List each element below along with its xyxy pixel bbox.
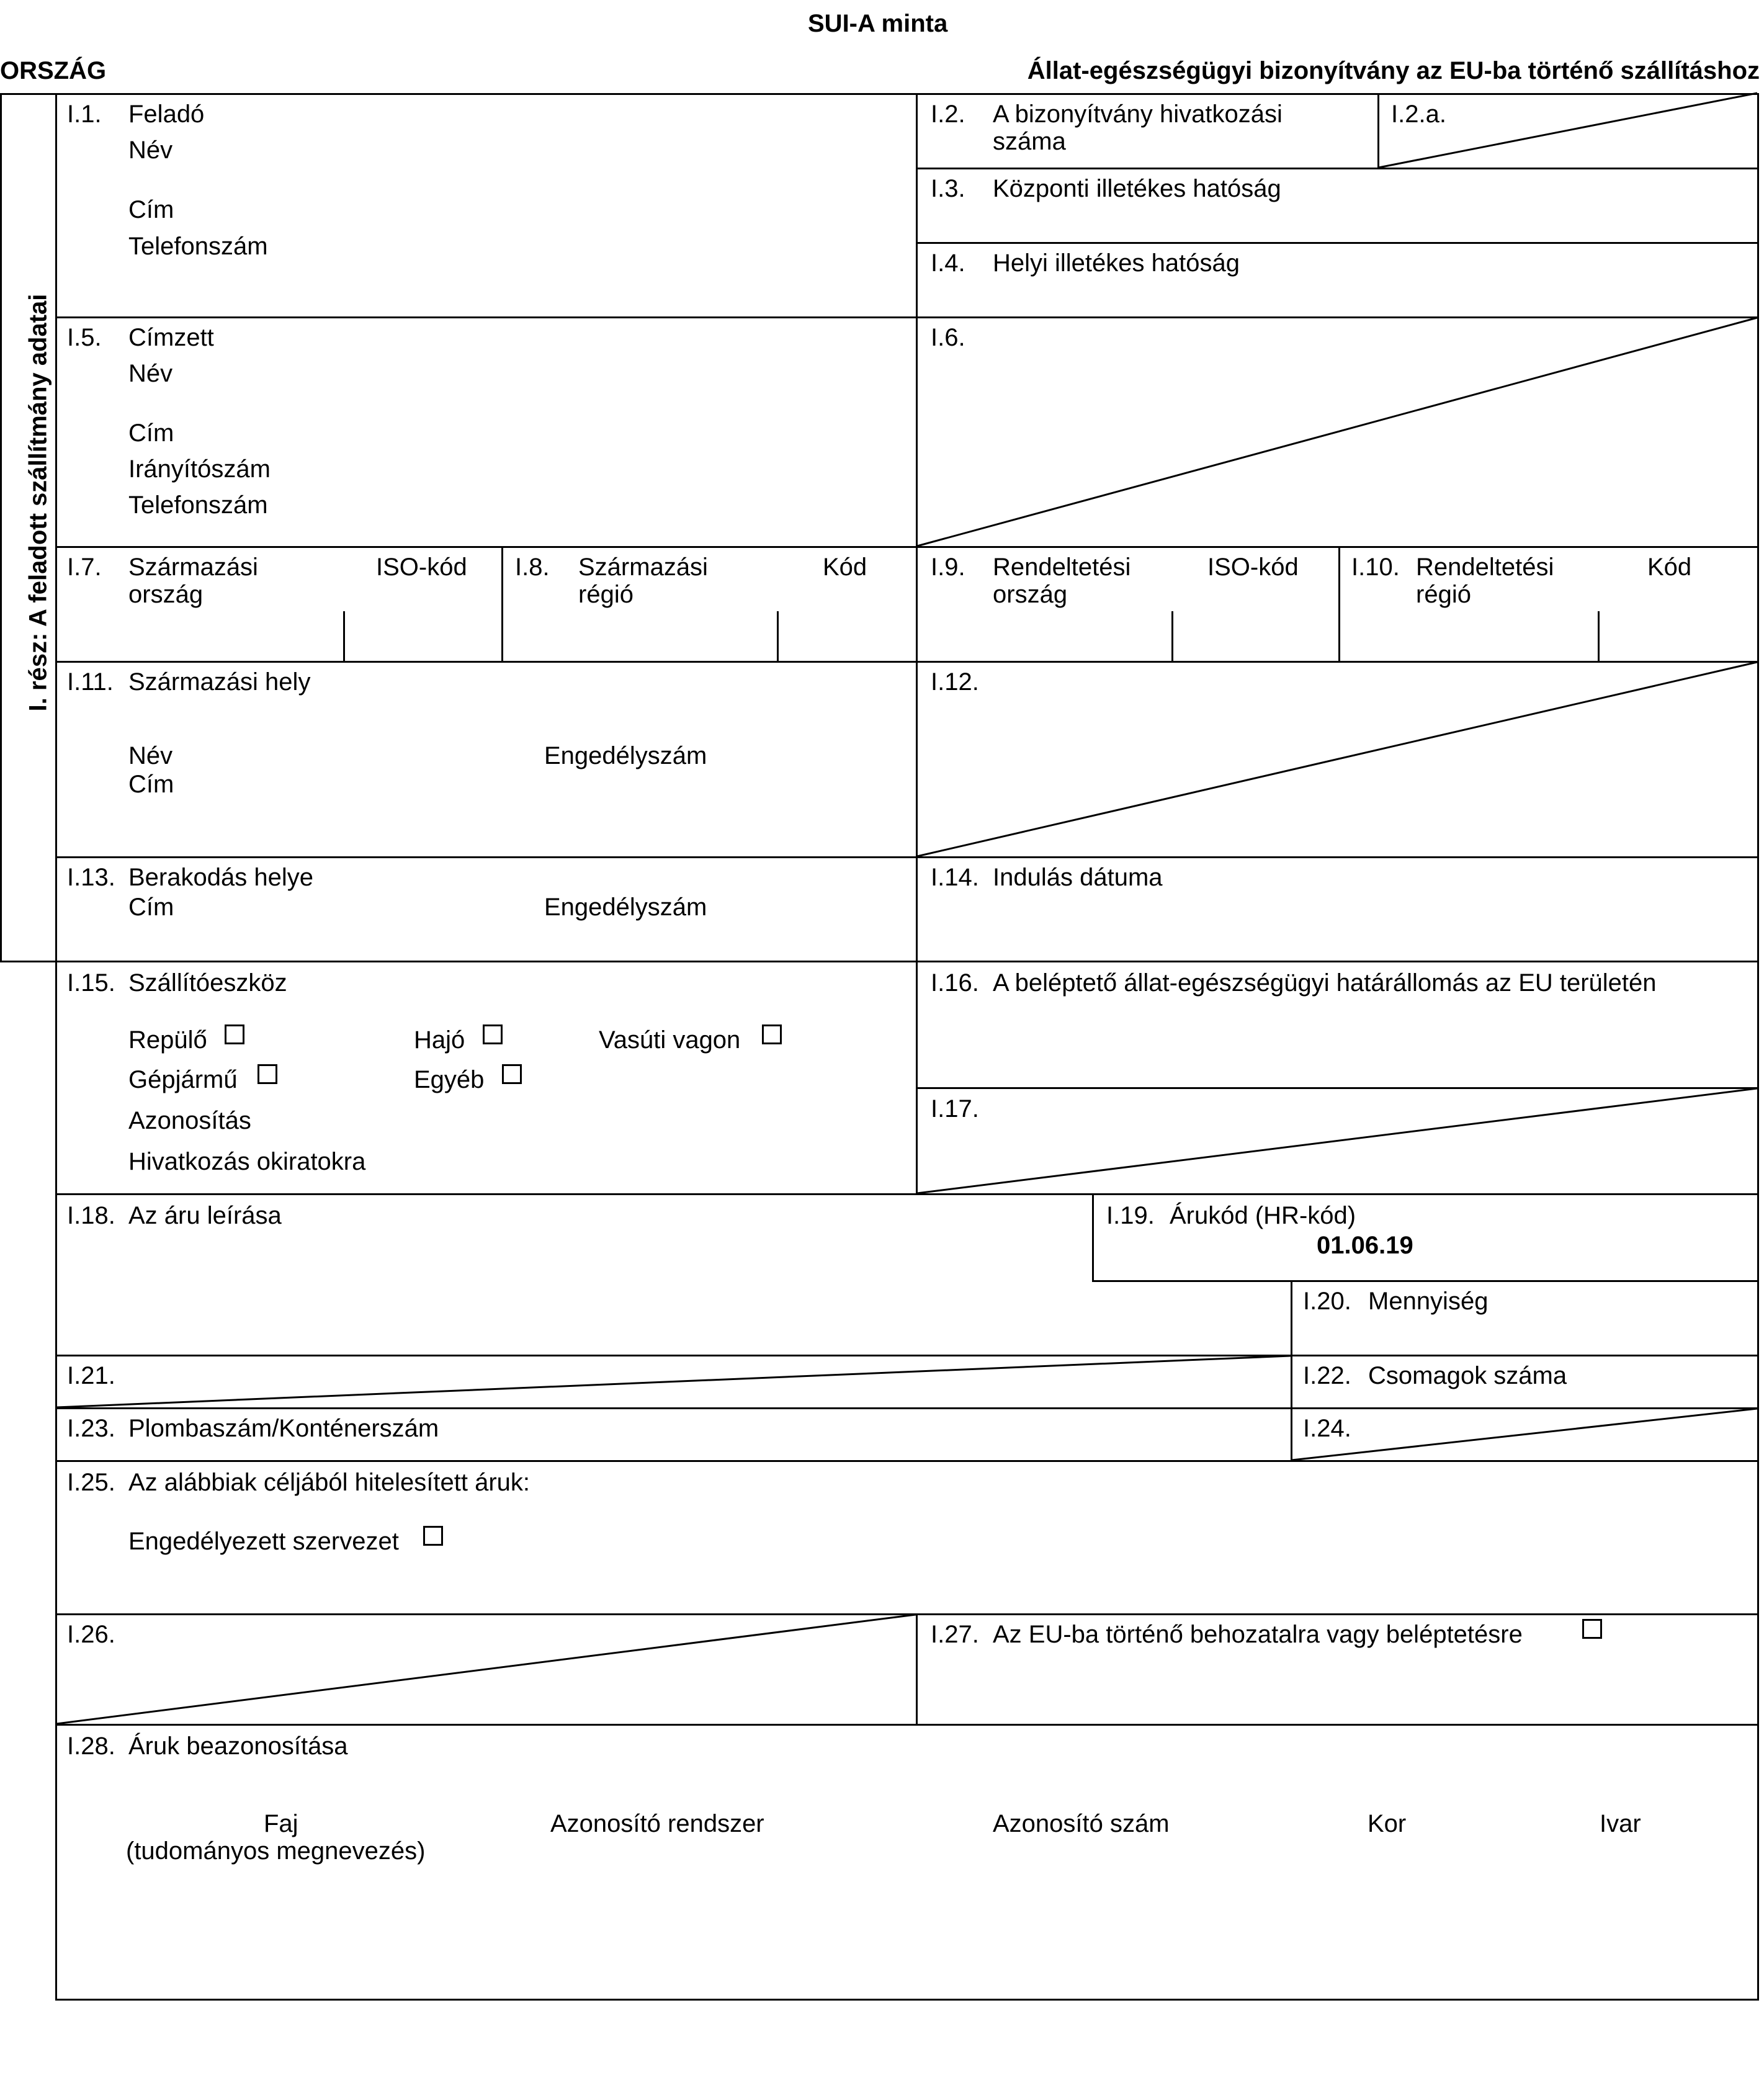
i9-code-label: ISO-kód <box>1207 554 1299 581</box>
i6-number: I.6. <box>931 324 965 351</box>
i8-code-label: Kód <box>823 554 867 581</box>
i16-number: I.16. <box>931 969 979 997</box>
i28-col-sex: Ivar <box>1600 1810 1641 1837</box>
i15-documents-field[interactable]: Hivatkozás okiratokra <box>128 1148 366 1175</box>
i5-number: I.5. <box>67 324 102 351</box>
strike-i21 <box>56 1356 1291 1407</box>
i5-address-field[interactable]: Cím <box>128 419 174 447</box>
i18-number: I.18. <box>67 1202 115 1229</box>
i14-title[interactable]: Indulás dátuma <box>993 864 1163 891</box>
i10-code-label: Kód <box>1647 554 1692 581</box>
i19-number: I.19. <box>1106 1202 1155 1229</box>
section-label: I. rész: A feladott szállítmány adatai <box>24 294 52 712</box>
i28-col-species: Faj <box>264 1810 298 1837</box>
strike-i17 <box>917 1088 1757 1193</box>
i14-number: I.14. <box>931 864 979 891</box>
i10-number: I.10. <box>1351 554 1400 581</box>
i5-phone-field[interactable]: Telefonszám <box>128 491 268 519</box>
i15-plane-checkbox[interactable] <box>225 1024 244 1044</box>
i11-approval-field[interactable]: Engedélyszám <box>544 742 707 769</box>
i12-number: I.12. <box>931 668 979 696</box>
strike-i24 <box>1292 1409 1757 1460</box>
i17-number: I.17. <box>931 1095 979 1123</box>
i8-title-line2: régió <box>578 581 634 608</box>
i9-title-line2: ország <box>993 581 1068 608</box>
strike-i6 <box>917 318 1757 546</box>
i3-number: I.3. <box>931 175 965 202</box>
i27-number: I.27. <box>931 1621 979 1648</box>
i5-title: Címzett <box>128 324 214 351</box>
form-title: SUI-A minta <box>808 10 948 37</box>
i2-title-line2: száma <box>993 128 1066 155</box>
i10-title-line1: Rendeltetési <box>1416 554 1554 581</box>
i8-number: I.8. <box>515 554 550 581</box>
i5-postcode-field[interactable]: Irányítószám <box>128 455 271 483</box>
i15-number: I.15. <box>67 969 115 997</box>
i27-title: Az EU-ba történő behozatalra vagy beléptetésre <box>993 1621 1523 1648</box>
i13-approval-field[interactable]: Engedélyszám <box>544 894 707 921</box>
i7-number: I.7. <box>67 554 102 581</box>
i9-title-line1: Rendeltetési <box>993 554 1131 581</box>
i1-number: I.1. <box>67 101 102 128</box>
i3-title: Központi illetékes hatóság <box>993 175 1281 202</box>
i15-rail-label: Vasúti vagon <box>599 1026 741 1054</box>
i20-title: Mennyiség <box>1368 1288 1489 1315</box>
i13-title: Berakodás helye <box>128 864 313 891</box>
i1-address-field[interactable]: Cím <box>128 196 174 223</box>
i25-approved-body-label: Engedélyezett szervezet <box>128 1528 399 1555</box>
i13-address-field[interactable]: Cím <box>128 894 174 921</box>
i11-title: Származási hely <box>128 668 311 696</box>
i28-col-species-sub: (tudományos megnevezés) <box>126 1837 426 1865</box>
i1-title: Feladó <box>128 101 205 128</box>
i25-number: I.25. <box>67 1469 115 1496</box>
i9-number: I.9. <box>931 554 965 581</box>
i1-phone-field[interactable]: Telefonszám <box>128 233 268 260</box>
i28-col-id-system: Azonosító rendszer <box>550 1810 764 1837</box>
i24-number: I.24. <box>1303 1415 1351 1442</box>
i15-rail-checkbox[interactable] <box>762 1024 782 1044</box>
i28-title: Áruk beazonosítása <box>128 1733 348 1760</box>
i11-address-field[interactable]: Cím <box>128 771 174 798</box>
i20-number: I.20. <box>1303 1288 1351 1315</box>
i15-vehicle-checkbox[interactable] <box>257 1064 277 1084</box>
i13-number: I.13. <box>67 864 115 891</box>
certificate-title: Állat-egészségügyi bizonyítvány az EU-ba történő szállításhoz <box>1027 57 1760 84</box>
i22-title: Csomagok száma <box>1368 1362 1567 1389</box>
i19-title: Árukód (HR-kód) <box>1170 1202 1356 1229</box>
i21-number: I.21. <box>67 1362 115 1389</box>
i11-name-field[interactable]: Név <box>128 742 173 769</box>
i2-title-line1: A bizonyítvány hivatkozási <box>993 101 1283 128</box>
i15-title: Szállítóeszköz <box>128 969 287 997</box>
i15-identification-field[interactable]: Azonosítás <box>128 1107 251 1134</box>
i18-title: Az áru leírása <box>128 1202 282 1229</box>
i7-title-line2: ország <box>128 581 204 608</box>
i15-ship-label: Hajó <box>414 1026 465 1054</box>
i15-other-label: Egyéb <box>414 1066 485 1093</box>
country-label: ORSZÁG <box>0 57 107 84</box>
i1-name-field[interactable]: Név <box>128 137 173 164</box>
i19-hs-code-value: 01.06.19 <box>1317 1232 1413 1259</box>
i10-title-line2: régió <box>1416 581 1471 608</box>
i22-number: I.22. <box>1303 1362 1351 1389</box>
i7-title-line1: Származási <box>128 554 258 581</box>
i4-number: I.4. <box>931 249 965 277</box>
i25-title: Az alábbiak céljából hitelesített áruk: <box>128 1469 531 1496</box>
i16-title: A beléptető állat-egészségügyi határállomás az EU területén <box>993 969 1657 997</box>
i23-title: Plombaszám/Konténerszám <box>128 1415 439 1442</box>
i11-number: I.11. <box>67 668 114 696</box>
i28-number: I.28. <box>67 1733 115 1760</box>
i8-title-line1: Származási <box>578 554 708 581</box>
i2-number: I.2. <box>931 101 965 128</box>
i15-vehicle-label: Gépjármű <box>128 1066 238 1093</box>
i28-col-id-number: Azonosító szám <box>993 1810 1170 1837</box>
i4-title: Helyi illetékes hatóság <box>993 249 1240 277</box>
strike-i26 <box>56 1615 916 1724</box>
i7-code-label: ISO-kód <box>376 554 467 581</box>
i27-import-checkbox[interactable] <box>1582 1619 1602 1639</box>
i15-other-checkbox[interactable] <box>502 1064 522 1084</box>
i25-approved-body-checkbox[interactable] <box>423 1526 443 1546</box>
i15-ship-checkbox[interactable] <box>483 1024 503 1044</box>
i15-plane-label: Repülő <box>128 1026 207 1054</box>
strike-i12 <box>917 662 1757 856</box>
i23-number: I.23. <box>67 1415 115 1442</box>
i2a-number: I.2.a. <box>1391 101 1446 128</box>
i26-number: I.26. <box>67 1621 115 1648</box>
i28-col-age: Kor <box>1368 1810 1407 1837</box>
i5-name-field[interactable]: Név <box>128 360 173 387</box>
